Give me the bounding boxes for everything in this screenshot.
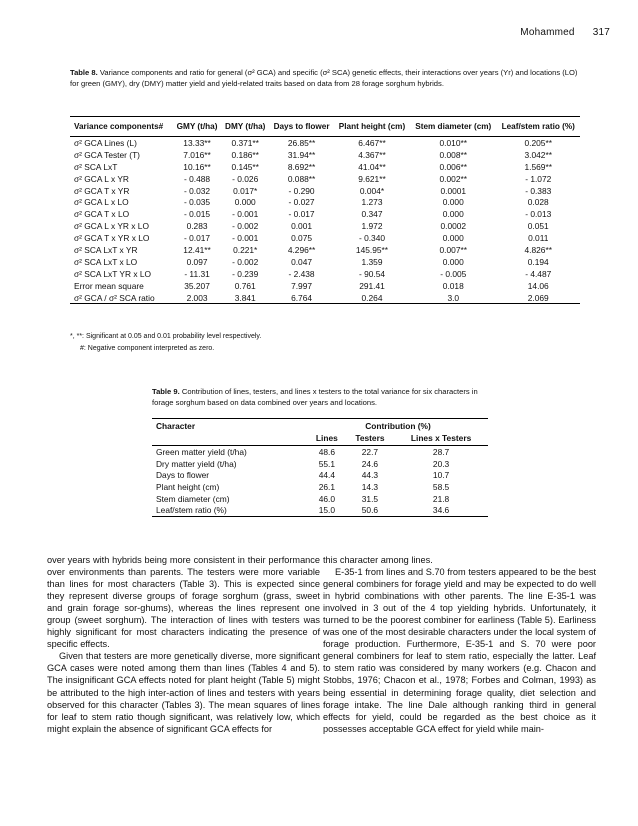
table8-cell: 0.051 bbox=[527, 221, 549, 232]
table8-row-label: σ² GCA Tester (T) bbox=[74, 149, 140, 160]
table8-cell: 0.221* bbox=[233, 244, 258, 255]
table8-cell: 6.764 bbox=[269, 292, 334, 304]
body-column-left bbox=[47, 554, 320, 735]
table9 bbox=[152, 418, 488, 517]
table9-cell: 24.6 bbox=[361, 458, 379, 469]
table8-cell: 12.41** bbox=[183, 244, 211, 255]
table8-cell: - 0.290 bbox=[288, 185, 315, 196]
table8-cell: 0.008** bbox=[439, 149, 467, 160]
table8-cell: 0.186** bbox=[231, 149, 259, 160]
table9-cell: 46.0 bbox=[318, 493, 336, 504]
table9-row bbox=[152, 446, 488, 458]
table9-row-label: Leaf/stem ratio (%) bbox=[152, 504, 308, 516]
table8-column-header: Days to flower bbox=[269, 117, 334, 137]
table8-row bbox=[70, 161, 580, 173]
table8-cell: - 11.31 bbox=[184, 268, 210, 279]
table8-cell: 13.33** bbox=[183, 137, 211, 148]
table8-cell: 0.028 bbox=[527, 197, 549, 208]
table8-cell: - 90.54 bbox=[358, 268, 386, 279]
table8-cell: 9.621** bbox=[358, 173, 386, 184]
table8-cell: 291.41 bbox=[359, 280, 385, 291]
table8-cell: 4.296** bbox=[287, 244, 316, 255]
table9-row-label: Stem diameter (cm) bbox=[156, 493, 230, 504]
table8-cell: - 0.001 bbox=[232, 209, 259, 220]
table8-cell: - 0.026 bbox=[232, 173, 259, 184]
table8-row-label: σ² GCA L x LO bbox=[74, 197, 129, 208]
table8-cell: 0.017* bbox=[233, 185, 258, 196]
table8-cell: - 0.488 bbox=[184, 173, 211, 184]
table8-column-header: Variance components# bbox=[70, 117, 173, 137]
table9-cell: 28.7 bbox=[432, 446, 450, 457]
table8-cell: - 0.013 bbox=[525, 209, 552, 220]
table8-cell: 8.692** bbox=[287, 161, 316, 172]
table9-row bbox=[152, 469, 488, 481]
table9-cell: 44.3 bbox=[361, 470, 379, 481]
table9-cell: 50.6 bbox=[346, 504, 394, 516]
table9-blank-header bbox=[152, 432, 308, 446]
table9-cell: 31.5 bbox=[361, 493, 379, 504]
table8-footnotes bbox=[70, 331, 261, 355]
table8-cell: - 0.002 bbox=[232, 221, 259, 232]
table8-cell: 0.007** bbox=[439, 244, 467, 255]
table9-cell: 34.6 bbox=[394, 504, 488, 516]
table8-row-label: Error mean square bbox=[74, 280, 144, 291]
table8-cell: 0.761 bbox=[234, 280, 256, 291]
table8-caption-text: Variance components and ratio for general (σ² GCA) and specific (σ² SCA) genetic effects, their interactions over years (Yr) and locations (LO) for green (GMY), dry (DMY) matter yield and yield-related traits based on data from 28 forage sorghum hybrids. bbox=[70, 68, 578, 88]
table8-row bbox=[70, 244, 580, 256]
table8-row bbox=[70, 149, 580, 161]
table9-row bbox=[152, 504, 488, 516]
paragraph: this character among lines. bbox=[323, 555, 433, 565]
table8-cell: 1.569** bbox=[524, 161, 552, 172]
table9-row-label: Green matter yield (t/ha) bbox=[156, 446, 247, 457]
table8-cell: 0.000 bbox=[442, 197, 464, 208]
table8-cell: - 2.438 bbox=[288, 268, 315, 279]
table9-body bbox=[152, 446, 488, 517]
table9-subheader: Lines x Testers bbox=[394, 432, 488, 446]
table9-header-row bbox=[152, 419, 488, 433]
table9-row-label: Plant height (cm) bbox=[156, 481, 220, 492]
table9-cell: 21.8 bbox=[432, 493, 450, 504]
table9-cell: 48.6 bbox=[318, 446, 336, 457]
table8-row-label: σ² SCA LxT YR x LO bbox=[74, 268, 152, 279]
table8-cell: 0.097 bbox=[186, 256, 208, 267]
table8-cell: - 0.001 bbox=[232, 233, 259, 244]
table8-cell: 0.000 bbox=[442, 209, 464, 220]
table8-cell: 0.047 bbox=[291, 256, 313, 267]
table9-subheader-row bbox=[152, 432, 488, 446]
table8-cell: 145.95** bbox=[355, 244, 389, 255]
table8-cell: 0.002** bbox=[439, 173, 467, 184]
table8-cell: 0.264 bbox=[334, 292, 410, 304]
table8-cell: 14.06 bbox=[527, 280, 549, 291]
table9-cell: 22.7 bbox=[361, 446, 379, 457]
table8-row bbox=[70, 256, 580, 268]
table8-cell: 0.371** bbox=[231, 137, 259, 148]
table9-cell: 15.0 bbox=[308, 504, 346, 516]
table8-row bbox=[70, 173, 580, 185]
running-head-author: Mohammed bbox=[520, 27, 575, 38]
table8-row bbox=[70, 220, 580, 232]
table8-cell: 0.001 bbox=[291, 221, 313, 232]
table8-row bbox=[70, 137, 580, 149]
table9-row bbox=[152, 458, 488, 470]
table8-cell: - 0.340 bbox=[358, 233, 386, 244]
page-number: 317 bbox=[592, 27, 610, 38]
table9-row bbox=[152, 493, 488, 505]
table9-cell: 55.1 bbox=[318, 458, 336, 469]
table8-cell: 10.16** bbox=[183, 161, 211, 172]
table8-cell: 0.011 bbox=[528, 233, 549, 244]
table8-header-row bbox=[70, 117, 580, 137]
table9-cell: 58.5 bbox=[432, 481, 450, 492]
table8-cell: 4.367** bbox=[358, 149, 386, 160]
table8-cell: - 0.002 bbox=[232, 256, 259, 267]
table8-cell: 3.841 bbox=[221, 292, 269, 304]
table8-cell: 0.0001 bbox=[440, 185, 467, 196]
table8-row bbox=[70, 268, 580, 280]
body-column-right bbox=[323, 554, 596, 735]
table8-cell: 0.283 bbox=[186, 221, 208, 232]
table8-body bbox=[70, 137, 580, 304]
table8-footnote: *, **: Significant at 0.05 and 0.01 probability level respectively. bbox=[70, 333, 262, 340]
table8-column-header: DMY (t/ha) bbox=[221, 117, 269, 137]
table8-cell: - 0.005 bbox=[440, 268, 467, 279]
table8-cell: 3.0 bbox=[410, 292, 496, 304]
table8-cell: 0.000 bbox=[234, 197, 256, 208]
table8-cell: 1.273 bbox=[361, 197, 383, 208]
table8-cell: 0.347 bbox=[361, 209, 383, 220]
table8-row bbox=[70, 232, 580, 244]
page-header bbox=[520, 27, 610, 38]
table8-cell: 31.94** bbox=[287, 149, 316, 160]
table8-cell: 0.145** bbox=[231, 161, 259, 172]
table8-cell: 7.016** bbox=[183, 149, 211, 160]
table8-cell: 0.0002 bbox=[440, 221, 467, 232]
paragraph: over years with hybrids being more consistent in their performance over environments than parents. The testers were more variable than lines for most characters (Table 3). This is expected since they represent diverse groups of forage sorghum (grass, sweet and grain forage sor-ghums), whereas the lines represent one group (sweet sorghum). The interaction of lines with testers was highly significant for most characters indicating the presence of specific effects. bbox=[47, 555, 320, 650]
table8-cell: - 4.487 bbox=[525, 268, 552, 279]
table9-cell: 44.4 bbox=[318, 470, 336, 481]
table8-cell: 0.006** bbox=[439, 161, 467, 172]
table8-cell: 0.088** bbox=[287, 173, 316, 184]
table8-row bbox=[70, 185, 580, 197]
table8-cell: 0.010** bbox=[439, 137, 467, 148]
table8-row-label: σ² GCA L x YR x LO bbox=[74, 221, 149, 232]
table8-cell: 0.018 bbox=[442, 280, 464, 291]
table9-row bbox=[152, 481, 488, 493]
table8-row-label: σ² GCA T x YR bbox=[74, 185, 130, 196]
table8-row-label: σ² GCA Lines (L) bbox=[74, 137, 137, 148]
table8-row-label: σ² SCA LxT x LO bbox=[74, 256, 138, 267]
table9-contribution-header: Contribution (%) bbox=[308, 419, 488, 433]
table8-row-label: σ² SCA LxT x YR bbox=[74, 244, 138, 255]
table8-row bbox=[70, 280, 580, 292]
table8-cell: 4.826** bbox=[524, 244, 552, 255]
table8-column-header: GMY (t/ha) bbox=[173, 117, 221, 137]
table9-cell: 14.3 bbox=[361, 481, 379, 492]
table8-cell: 0.004* bbox=[359, 185, 385, 196]
table8-cell: 3.042** bbox=[524, 149, 552, 160]
table8-cell: - 0.035 bbox=[184, 197, 211, 208]
table8-cell: - 0.015 bbox=[184, 209, 211, 220]
table8-cell: 0.000 bbox=[442, 233, 464, 244]
table9-label: Table 9. bbox=[152, 387, 180, 396]
table9-subheader: Lines bbox=[308, 432, 346, 446]
table9-cell: 20.3 bbox=[432, 458, 450, 469]
table8-cell: - 0.383 bbox=[525, 185, 552, 196]
table8-cell: 2.069 bbox=[496, 292, 580, 304]
table8-caption bbox=[70, 67, 580, 89]
table8-cell: 0.075 bbox=[291, 233, 313, 244]
table8-cell: - 1.072 bbox=[525, 173, 552, 184]
table9-subheader: Testers bbox=[346, 432, 394, 446]
table8-cell: 0.205** bbox=[524, 137, 552, 148]
paragraph: E-35-1 from lines and S.70 from testers appeared to be the best general combiners for forage yield and may be expected to do well in hybrid combinations with other parents. The line E-35-1 was involved in 3 out of the 4 top yielding hybrids. Unfortunately, it turned to be the poorest combiner for earliness (Table 5). Earliness was one of the most desirable characters under the local system of forage production. Furthermore, E-35-1 and S. 70 were poor general combiners for leaf to stem ratio, especially the latter. Leaf to stem ratio was considered by many workers (e.g. Chacon and Stobbs, 1976; Chacon et al., 1978; Forbes and Colman, 1993) as being essential in determining forage quality, diet selection and forage intake. The line Dale although ranking third in general effects for yield, could be regarded as the best choice as it possesses acceptable GCA effect for yield while main- bbox=[323, 567, 596, 734]
table8-cell: 1.972 bbox=[361, 221, 383, 232]
table8-cell: 1.359 bbox=[361, 256, 383, 267]
table8-cell: 7.997 bbox=[291, 280, 313, 291]
table8-column-header: Plant height (cm) bbox=[334, 117, 410, 137]
table8-cell: 35.207 bbox=[184, 280, 210, 291]
table8-cell: 2.003 bbox=[173, 292, 221, 304]
table8-cell: 0.000 bbox=[442, 256, 464, 267]
table8-row-label: σ² GCA T x YR x LO bbox=[74, 233, 150, 244]
paragraph: Given that testers are more genetically diverse, more significant GCA cases were noted among them than lines (Tables 4 and 5). The insignificant GCA effects noted for plant height (Table 5) might be attributed to the high inter-action of lines and testers with years observed for this character (Tables 3). The mean squares of lines for leaf to stem ratio though significant, was relatively low, which might explain the absence of significant GCA effects for bbox=[47, 651, 320, 734]
table8-cell: - 0.017 bbox=[184, 233, 211, 244]
table9-character-header: Character bbox=[152, 419, 308, 433]
table8-row bbox=[70, 196, 580, 208]
table8-row-label: σ² GCA L x YR bbox=[74, 173, 129, 184]
table8-footnote: #: Negative component interpreted as zero. bbox=[80, 345, 215, 352]
table8-cell: - 0.017 bbox=[288, 209, 315, 220]
table8-row bbox=[70, 208, 580, 220]
table9-caption bbox=[152, 386, 488, 408]
table9-cell: 10.7 bbox=[432, 470, 450, 481]
table8-cell: 41.04** bbox=[358, 161, 386, 172]
table8-cell: 6.467** bbox=[358, 137, 386, 148]
table8-cell: - 0.027 bbox=[288, 197, 315, 208]
table8-row bbox=[70, 292, 580, 304]
table8-cell: - 0.239 bbox=[232, 268, 259, 279]
table9-cell: 26.1 bbox=[318, 481, 336, 492]
table8-row-label: σ² GCA / σ² SCA ratio bbox=[70, 292, 173, 304]
table9-row-label: Days to flower bbox=[156, 470, 210, 481]
table8-column-header: Leaf/stem ratio (%) bbox=[496, 117, 580, 137]
table8-cell: 0.194 bbox=[527, 256, 549, 267]
table8-label: Table 8. bbox=[70, 68, 98, 77]
table9-row-label: Dry matter yield (t/ha) bbox=[156, 458, 237, 469]
table8-column-header: Stem diameter (cm) bbox=[410, 117, 496, 137]
table8-row-label: σ² GCA T x LO bbox=[74, 209, 130, 220]
table9-caption-text: Contribution of lines, testers, and lines x testers to the total variance for six characters in forage sorghum based on data combined over years and locations. bbox=[152, 387, 478, 407]
table8-row-label: σ² SCA LxT bbox=[74, 161, 118, 172]
table8-cell: 26.85** bbox=[287, 137, 316, 148]
table8-cell: - 0.032 bbox=[184, 185, 211, 196]
table8 bbox=[70, 116, 580, 304]
